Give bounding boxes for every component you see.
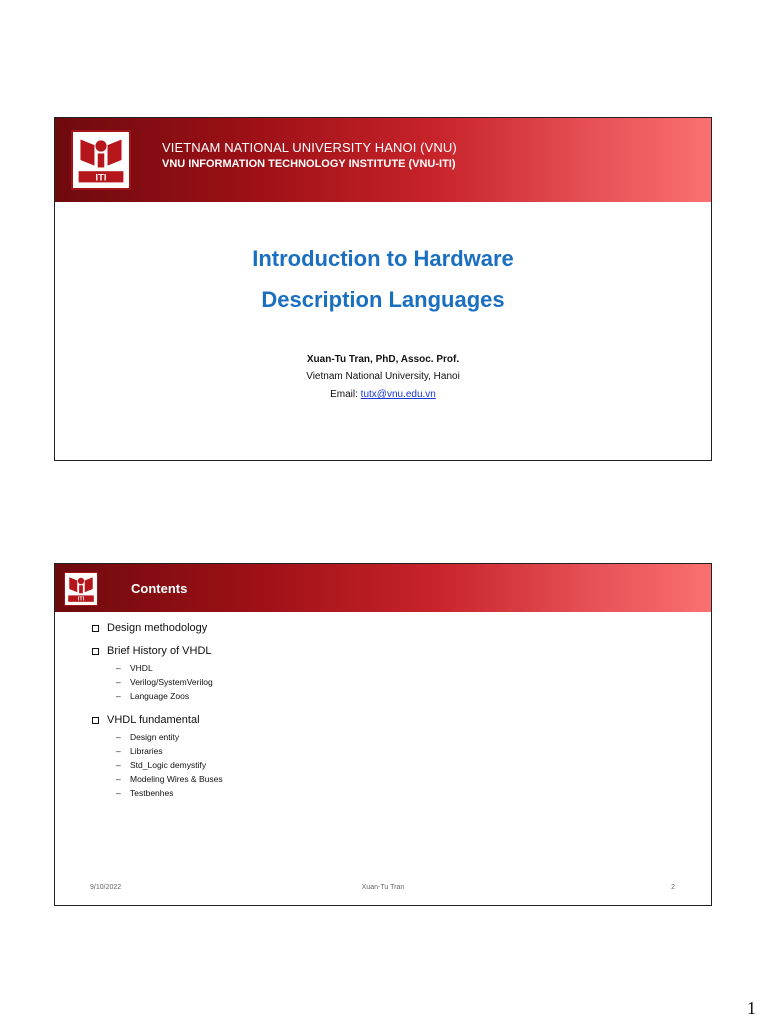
email-label: Email: — [330, 389, 361, 400]
contents-slide — [54, 563, 712, 906]
toc-subitems — [116, 731, 691, 800]
list-item: – Libraries — [116, 746, 163, 757]
slide-title-line1: Introduction to Hardware — [252, 246, 514, 271]
contents-heading: Contents — [131, 581, 188, 596]
toc-section — [92, 714, 691, 726]
toc-section-label: Design methodology — [107, 622, 208, 634]
checkbox-bullet-icon — [92, 717, 99, 724]
list-item: – Std_Logic demystify — [116, 759, 207, 770]
list-item: – VHDL — [116, 663, 153, 673]
footer-author: Xuan-Tu Tran — [361, 884, 405, 891]
list-item: – Testbenhes — [116, 787, 174, 798]
header-banner — [55, 564, 711, 612]
checkbox-bullet-icon — [92, 625, 99, 632]
header-banner — [55, 118, 711, 202]
author-affiliation: Vietnam National University, Hanoi — [306, 371, 460, 382]
toc-section — [92, 622, 691, 634]
toc-section-label: Brief History of VHDL — [107, 645, 212, 657]
toc-subitems — [116, 662, 691, 703]
toc-section-label: VHDL fundamental — [107, 714, 200, 727]
slide-title-line2: Description Languages — [261, 287, 505, 312]
footer-slide-number: 2 — [671, 884, 675, 891]
list-item: – Modeling Wires & Buses — [116, 773, 223, 784]
iti-logo — [71, 130, 131, 190]
author-name: Xuan-Tu Tran, PhD, Assoc. Prof. — [306, 354, 460, 365]
list-item: – Language Zoos — [116, 690, 190, 701]
title-slide — [54, 117, 712, 461]
checkbox-bullet-icon — [92, 648, 99, 655]
page-number: 1 — [747, 998, 756, 1018]
svg-text:ITI: ITI — [77, 596, 85, 603]
email-link[interactable]: tutx@vnu.edu.vn — [360, 389, 436, 400]
institute-name: VNU INFORMATION TECHNOLOGY INSTITUTE (VNU-ITI) — [162, 158, 456, 170]
footer-date: 9/10/2022 — [90, 884, 122, 891]
toc-section — [92, 645, 691, 657]
table-of-contents — [92, 622, 691, 811]
list-item: – Verilog/SystemVerilog — [116, 676, 213, 687]
author-email — [55, 389, 711, 400]
iti-logo — [64, 572, 98, 606]
list-item: – Design entity — [116, 732, 180, 743]
svg-text:ITI: ITI — [95, 172, 107, 183]
university-name: VIETNAM NATIONAL UNIVERSITY HANOI (VNU) — [162, 140, 457, 155]
